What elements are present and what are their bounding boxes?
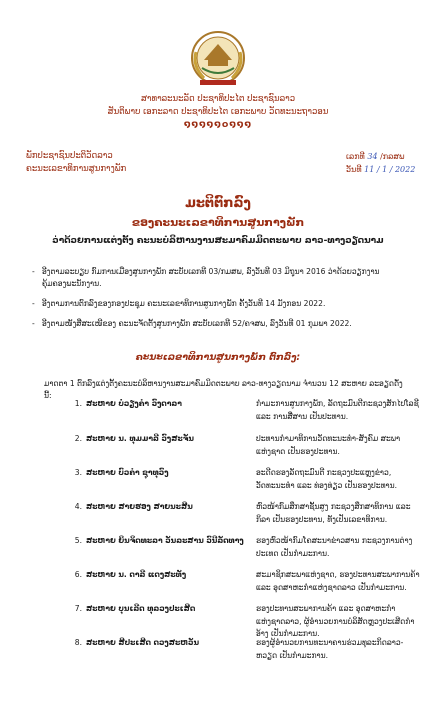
reference-text: ອີງຕາມການຕົກລົງຂອງກອງປະຊຸມ ຄະນະເລຂາທິການສູນກາງພັກ ຄັ້ງວັນທີ 14 ມັງກອນ 2022. [42, 299, 326, 308]
member-name: ສະຫາຍ ບຸນເລີດ ທຸລວງປະເສີດ [86, 604, 196, 613]
member-role: ປະທານກຳມາທິການວັດທະນະທຳ-ສັງຄົມ ສະພາແຫ່ງຊາດ ເປັນຮອງປະທານ. [256, 434, 401, 456]
member-role: ອະດີດຮອງລັດຖະມົນຕີ ກະຊວງປະແຫຼງຂ່າວ, ວັດທະນະທຳ ແລະ ທ່ອງທ່ຽວ ເປັນຮອງປະທານ. [256, 468, 398, 490]
doc-date-value: 11 / 1 / 2022 [364, 165, 416, 174]
doc-number [346, 150, 415, 163]
header-ornament: ໑໑໑໑໑໐໑໑໑ [183, 120, 253, 130]
article-1: ມາດຕາ 1 ຕົກລົງແຕ່ງຕັ້ງຄະນະບໍລິຫານງານສະມາຄົມມິດຕະພາບ ລາວ-ທາງວຽດນາມ ຈຳນວນ 12 ສະຫາຍ ລະອຽດດັ່ງນີ້: [44, 379, 403, 400]
member-role: ຫົວໜ້າກົມສຶກສາຊັ້ນສູງ ກະຊວງສຶກສາທິການ ແລະ ກິລາ ເປັນຮອງປະທານ, ທັງເປັນເລຂາທິການ. [256, 502, 411, 524]
member-name: ສະຫາຍ ບົວຄຳ ຊຸາທຸວົງ [86, 468, 169, 477]
member-name: ສະຫາຍ ຍິນຈິດທະລາ ວັນລະສານ ວົນີລັດທາງ [86, 536, 244, 545]
member-number: 8. [74, 638, 82, 647]
member-number: 1. [74, 399, 82, 408]
reference-bullet: - [32, 299, 35, 308]
member-number: 6. [74, 570, 82, 579]
member-role: ສະມາຊິກສະພາແຫ່ງຊາດ, ຮອງປະທານສະພາການຄ້າ ແລະ ອຸດສາຫະກຳແຫ່ງຊາດລາວ ເປັນກຳມະການ. [256, 570, 420, 592]
member-role: ຮອງປະທານສະພາການຄ້າ ແລະ ອຸດສາຫະກຳແຫ່ງຊາດລາວ, ຜູ້ອຳນວຍການບໍລິສັດຫຼວງປະເສີດກຳອ້າງ ເປັນກຳມະການ. [256, 604, 415, 638]
member-number: 3. [74, 468, 82, 477]
member-role: ກຳມະການສູນກາງພັກ, ລັດຖະມົນຕີກະຊວງສັກໄປໂລຊີ ແລະ ການສື່ສານ ເປັນປະທານ. [256, 399, 419, 421]
issuer-block [26, 150, 126, 176]
member-number: 2. [74, 434, 82, 443]
member-role: ຮອງຫົວໜ້າກົມໂຄສະນາຂ່າວສານ ກະຊວງການຕ່າງປະເທດ ເປັນກຳມະການ. [256, 536, 413, 558]
document-purpose: ວ່າດ້ວຍການແຕ່ງຕັ້ງ ຄະນະບໍລິຫານງານສະມາຄົມມິດຕະພາບ ລາວ-ທາງວຽດນາມ [52, 236, 384, 246]
member-number: 7. [74, 604, 82, 613]
decision-heading: ຄະນະເລຂາທິການສູນກາງພັກ ຕົກລົງ: [135, 352, 301, 363]
doc-date-label: ວັນທີ [346, 165, 362, 174]
doc-number-value: 34 [367, 152, 378, 161]
member-number: 4. [74, 502, 82, 511]
national-motto: ສັນຕິພາບ ເອກະລາດ ປະຊາທິປະໄຕ ເອກະພາບ ວັດທະນະຖາວອນ [107, 107, 329, 117]
reference-text: ອີງຕາມລະບຽບ ກົມການເມືອງສູນກາງພັກ ສະບັບເລກທີ 03/ກມສພ, ລົງວັນທີ 03 ມິຖຸນາ 2016 ວ່າດ້ວຍວຽກງານຄຸ້ມຄອງພະນັກງານ. [42, 267, 380, 288]
doc-number-suffix: /ກລສພ [380, 152, 405, 161]
national-header-line1: ສາທາລະນະລັດ ປະຊາທິປະໄຕ ປະຊາຊົນລາວ [140, 94, 296, 104]
member-role: ຮອງຜູ້ອຳນວຍການທະນາຄານຮ່ວມທຸລະກິດລາວ-ຫວຽດ ເປັນກຳມະການ. [256, 638, 404, 660]
reference-bullet: - [32, 319, 35, 328]
doc-meta-block [346, 150, 415, 176]
doc-number-label: ເລກທີ [346, 152, 365, 161]
member-name: ສະຫາຍ ສາຍຮອງ ສາຍນະສີນ [86, 502, 193, 511]
reference-item [32, 298, 402, 310]
member-name: ສະຫາຍ ນ. ດາລີ ແດງສະທັງ [86, 570, 187, 579]
document-title: ມະຕິຕົກລົງ [185, 196, 251, 211]
reference-text: ອີງຕາມໜັງສືສະເໜີຂອງ ຄະນະຈັດຕັ້ງສູນກາງພັກ ສະບັບເລກທີ 52/ຄຈສພ, ລົງວັນທີ 01 ກຸມພາ 2022. [42, 319, 352, 328]
document-subtitle: ຂອງຄະນະເລຂາທິການສູນກາງພັກ [131, 216, 305, 229]
issuer-committee: ຄະນະເລຂາທິການສູນກາງພັກ [26, 164, 127, 174]
reference-item [32, 266, 402, 290]
member-name: ສະຫາຍ ບໍ່ວຽງຄຳ ວົງດາລາ [86, 399, 182, 408]
issuer-party: ພັກປະຊາຊົນປະຕິວັດລາວ [26, 151, 113, 161]
member-name: ສະຫາຍ ນ. ທຸມມາລີ ວົງສະຈັນ [86, 434, 194, 443]
doc-date [346, 163, 415, 176]
reference-bullet: - [32, 267, 35, 276]
national-emblem-icon [186, 30, 250, 88]
member-number: 5. [74, 536, 82, 545]
member-name: ສະຫາຍ ສີປະເສີດ ດວງສະຫວັນ [86, 638, 200, 647]
reference-item [32, 318, 402, 330]
